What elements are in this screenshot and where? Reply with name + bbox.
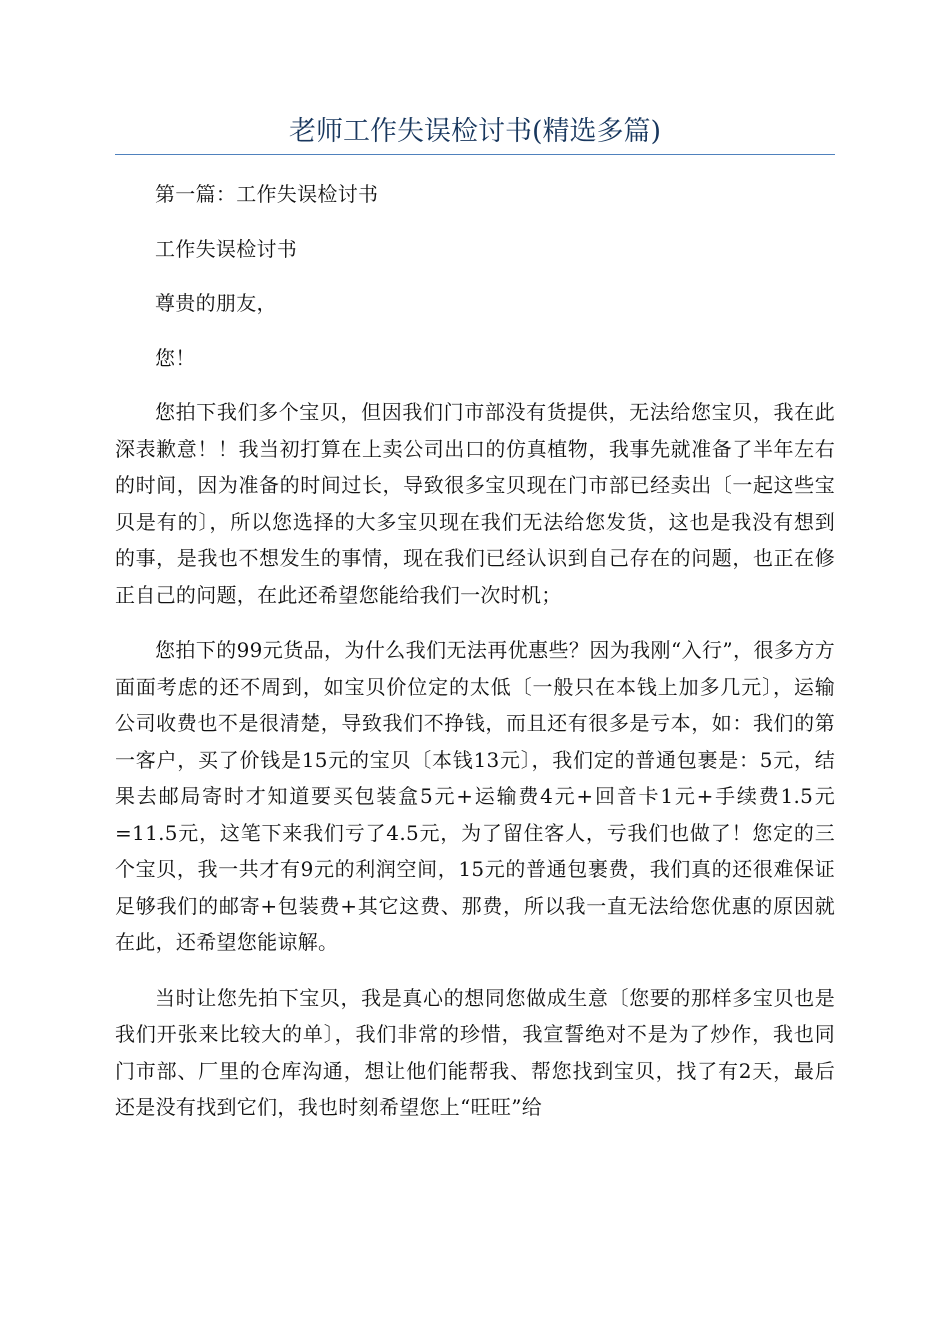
body-paragraph: 当时让您先拍下宝贝，我是真心的想同您做成生意〔您要的那样多宝贝也是我们开张来比较大的单〕，我们非常的珍惜，我宣誓绝对不是为了炒作，我也同门市部、厂里的仓库沟通，想让他们能帮我、帮您找到宝贝，找了有2天，最后还是没有找到它们，我也时刻希望您上“旺旺”给	[115, 985, 835, 1119]
section-heading: 第一篇：工作失误检讨书	[155, 182, 379, 206]
greeting: 您！	[155, 345, 196, 370]
document-body	[115, 176, 835, 1145]
title-underline	[115, 154, 835, 155]
letter-title: 工作失误检讨书	[155, 236, 298, 261]
document-title: 老师工作失误检讨书(精选多篇)	[288, 116, 662, 147]
salutation: 尊贵的朋友，	[155, 291, 277, 315]
body-paragraph: 您拍下我们多个宝贝，但因我们门市部没有货提供，无法给您宝贝，我在此深表歉意！！我当初打算在上卖公司出口的仿真植物，我事先就准备了半年左右的时间，因为准备的时间过长，导致很多宝贝现在门市部已经卖出〔一起这些宝贝是有的〕，所以您选择的大多宝贝现在我们无法给您发货，这也是我没有想到的事，是我也不想发生的事情，现在我们已经认识到自己存在的问题，也正在修正自己的问题，在此还希望您能给我们一次时机；	[115, 400, 835, 607]
body-paragraph: 您拍下的99元货品，为什么我们无法再优惠些？因为我刚“入行”，很多方方面面考虑的还不周到，如宝贝价位定的太低〔一般只在本钱上加多几元〕，运输公司收费也不是很清楚，导致我们不挣钱，而且还有很多是亏本，如：我们的第一客户，买了价钱是15元的宝贝〔本钱13元〕，我们定的普通包裹是：5元，结果去邮局寄时才知道要买包装盒5元+运输费4元+回音卡1元+手续费1.5元=11.5元，这笔下来我们亏了4.5元，为了留住客人，亏我们也做了！您定的三个宝贝，我一共才有9元的利润空间，15元的普通包裹费，我们真的还很难保证足够我们的邮寄+包装费+其它这费、那费，所以我一直无法给您优惠的原因就在此，还希望您能谅解。	[115, 638, 835, 954]
